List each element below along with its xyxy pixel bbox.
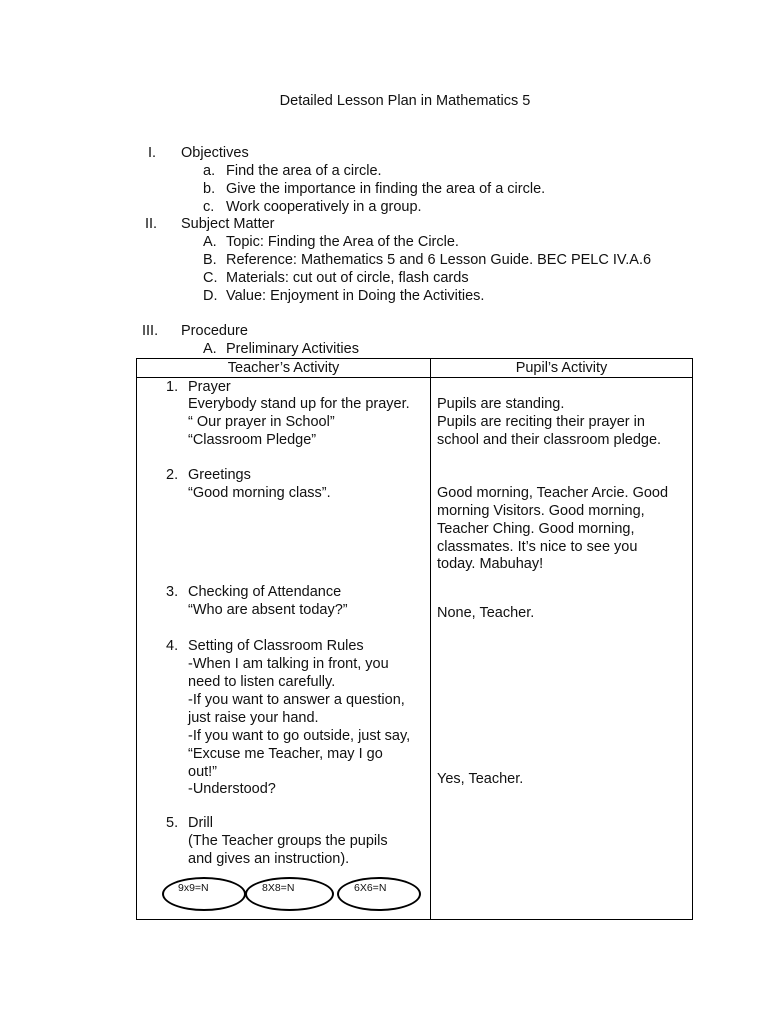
section-1-heading: Objectives — [181, 145, 249, 161]
section-3-number: III. — [142, 323, 159, 339]
subject-item: Reference: Mathematics 5 and 6 Lesson Guide. BEC PELC IV.A.6 — [226, 252, 652, 268]
activity-number: 4. — [166, 638, 179, 654]
activity-line: Checking of Attendance — [188, 584, 342, 600]
pupil-line: morning Visitors. Good morning, — [437, 503, 645, 519]
subject-label: B. — [203, 252, 217, 268]
procedure-item: Preliminary Activities — [226, 341, 359, 357]
flashcard-oval — [245, 877, 334, 911]
activity-line: and gives an instruction). — [188, 851, 350, 867]
activity-line: need to listen carefully. — [188, 674, 336, 690]
pupil-activity-cell — [431, 378, 693, 920]
flashcard-oval — [162, 877, 246, 911]
section-1-number: I. — [148, 145, 157, 161]
pupil-line: None, Teacher. — [437, 605, 535, 621]
section-2-number: II. — [145, 216, 158, 232]
activity-line: Drill — [188, 815, 213, 831]
pupil-line: Yes, Teacher. — [437, 771, 524, 787]
activity-line: just raise your hand. — [188, 710, 319, 726]
subject-label: A. — [203, 234, 217, 250]
objective-item: Work cooperatively in a group. — [226, 199, 422, 215]
objective-label: a. — [203, 163, 216, 179]
flashcard-text: 8X8=N — [262, 882, 295, 894]
teacher-activity-header: Teacher’s Activity — [137, 359, 431, 378]
activity-line: -If you want to answer a question, — [188, 692, 405, 708]
pupil-line: Good morning, Teacher Arcie. Good — [437, 485, 669, 501]
activity-line: out!” — [188, 764, 218, 780]
activity-number: 5. — [166, 815, 179, 831]
activity-line: -Understood? — [188, 781, 276, 797]
activity-number: 3. — [166, 584, 179, 600]
section-3-heading: Procedure — [181, 323, 248, 339]
subject-label: D. — [203, 288, 218, 304]
objective-label: c. — [203, 199, 215, 215]
activity-line: “Good morning class”. — [188, 485, 331, 501]
activity-line: “Excuse me Teacher, may I go — [188, 746, 383, 762]
activity-number: 2. — [166, 467, 179, 483]
activity-line: Setting of Classroom Rules — [188, 638, 364, 654]
pupil-line: Teacher Ching. Good morning, — [437, 521, 635, 537]
procedure-label: A. — [203, 341, 217, 357]
activity-table — [136, 358, 693, 920]
activity-line: Prayer — [188, 379, 231, 395]
activity-number: 1. — [166, 379, 179, 395]
activity-line: Everybody stand up for the prayer. — [188, 396, 410, 412]
objective-item: Find the area of a circle. — [226, 163, 382, 179]
subject-item: Materials: cut out of circle, flash cards — [226, 270, 469, 286]
activity-line: “Classroom Pledge” — [188, 432, 317, 448]
pupil-line: classmates. It’s nice to see you — [437, 539, 638, 555]
objective-label: b. — [203, 181, 216, 197]
activity-line: -When I am talking in front, you — [188, 656, 389, 672]
activity-line: “Who are absent today?” — [188, 602, 348, 618]
pupil-line: Pupils are reciting their prayer in — [437, 414, 645, 430]
subject-item: Topic: Finding the Area of the Circle. — [226, 234, 459, 250]
subject-label: C. — [203, 270, 218, 286]
activity-line: -If you want to go outside, just say, — [188, 728, 411, 744]
flashcard-text: 9x9=N — [178, 882, 209, 894]
pupil-line: today. Mabuhay! — [437, 556, 544, 572]
teacher-activity-cell — [137, 378, 431, 920]
pupil-line: Pupils are standing. — [437, 396, 565, 412]
activity-line: Greetings — [188, 467, 251, 483]
flashcard-oval — [337, 877, 421, 911]
subject-item: Value: Enjoyment in Doing the Activities. — [226, 288, 485, 304]
objective-item: Give the importance in finding the area of a circle. — [226, 181, 546, 197]
pupil-line: school and their classroom pledge. — [437, 432, 662, 448]
activity-line: (The Teacher groups the pupils — [188, 833, 388, 849]
flashcard-text: 6X6=N — [354, 882, 387, 894]
page-title: Detailed Lesson Plan in Mathematics 5 — [279, 93, 531, 109]
section-2-heading: Subject Matter — [181, 216, 275, 232]
pupil-activity-header: Pupil’s Activity — [431, 359, 693, 378]
activity-line: “ Our prayer in School” — [188, 414, 335, 430]
